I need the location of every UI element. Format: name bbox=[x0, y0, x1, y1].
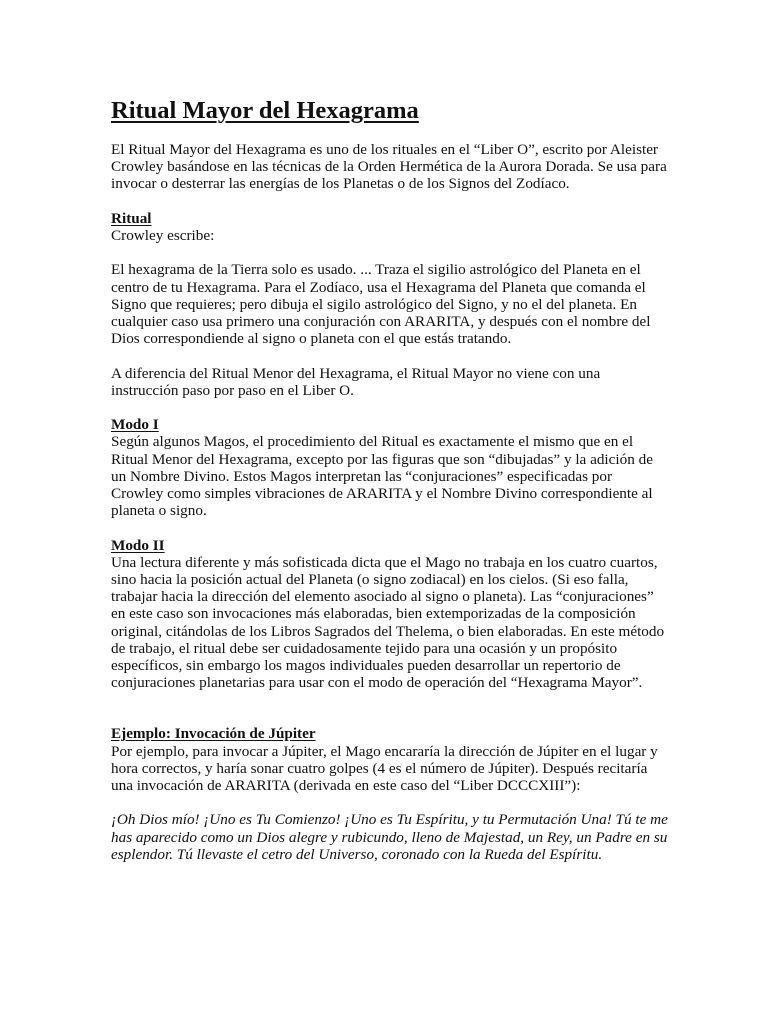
ejemplo-heading: Ejemplo: Invocación de Júpiter bbox=[111, 725, 316, 743]
modo2-paragraph: Una lectura diferente y más sofisticada dicta que el Mago no trabaja en los cuatro cuartos, sino hacia la posición actual del Planeta (o signo zodiacal) en los cielos. (Si eso falla, trabajar hacia la dirección del elemento asociado al signo o planeta). Las “conjuraciones” en este caso son invocaciones más elaboradas, bien extemporizadas de la composición original, citándolas de los Libros Sagrados del Thelema, o bien elaboradas. En este método de trabajo, el ritual debe ser cuidadosamente tejido para una ocasión y un propósito específicos, sin embargo los magos individuales pueden desarrollar un repertorio de conjuraciones planetarias para usar con el modo de operación del “Hexagrama Mayor”. bbox=[111, 553, 665, 692]
modo1-paragraph: Según algunos Magos, el procedimiento del Ritual es exactamente el mismo que en el Ritual Menor del Hexagrama, excepto por las figuras que son “dibujadas” y la adición de un Nombre Divino. Estos Magos interpretan las “conjuraciones” especificadas por Crowley como simples vibraciones de ARARITA y el Nombre Divino correspondiente al planeta o signo. bbox=[111, 433, 653, 520]
modo2-heading: Modo II bbox=[111, 536, 165, 554]
ritual-lead: Crowley escribe: bbox=[111, 227, 215, 244]
ejemplo-paragraph: Por ejemplo, para invocar a Júpiter, el Mago encararía la dirección de Júpiter en el lugar y hora correctos, y haría sonar cuatro golpes (4 es el número de Júpiter). Después recitaría una invocación de ARARITA (derivada en este caso del “Liber DCCCXIII”): bbox=[111, 742, 658, 795]
invocation-quote: ¡Oh Dios mío! ¡Uno es Tu Comienzo! ¡Uno es Tu Espíritu, y tu Permutación Una! Tú te me has aparecido como un Dios alegre y rubicundo, lleno de Majestad, un Rey, un Padre en su esplendor. Tú llevaste el cetro del Universo, coronado con la Rueda del Espíritu. bbox=[111, 811, 668, 863]
ritual-quote: El hexagrama de la Tierra solo es usado. ... Traza el sigilio astrológico del Planeta en el centro de tu Hexagrama. Para el Zodíaco, usa el Hexagrama del Planeta que comanda el Signo que requieres; pero dibuja el sigilo astrológico del Signo, y no el del planeta. En cualquier caso usa primero una conjuración con ARARITA, y después con el nombre del Dios correspondiende al signo o planeta con el que estás tratando. bbox=[111, 261, 651, 348]
ritual-heading: Ritual bbox=[111, 209, 152, 227]
intro-paragraph: El Ritual Mayor del Hexagrama es uno de los rituales en el “Liber O”, escrito por Aleister Crowley basándose en las técnicas de la Orden Hermética de la Aurora Dorada. Se usa para invocar o desterrar las energías de los Planetas o de los Signos del Zodíaco. bbox=[111, 141, 667, 193]
ritual-note: A diferencia del Ritual Menor del Hexagrama, el Ritual Mayor no viene con una instrucción paso por paso en el Liber O. bbox=[111, 364, 601, 399]
page-title: Ritual Mayor del Hexagrama bbox=[111, 97, 419, 124]
modo1-heading: Modo I bbox=[111, 416, 159, 434]
